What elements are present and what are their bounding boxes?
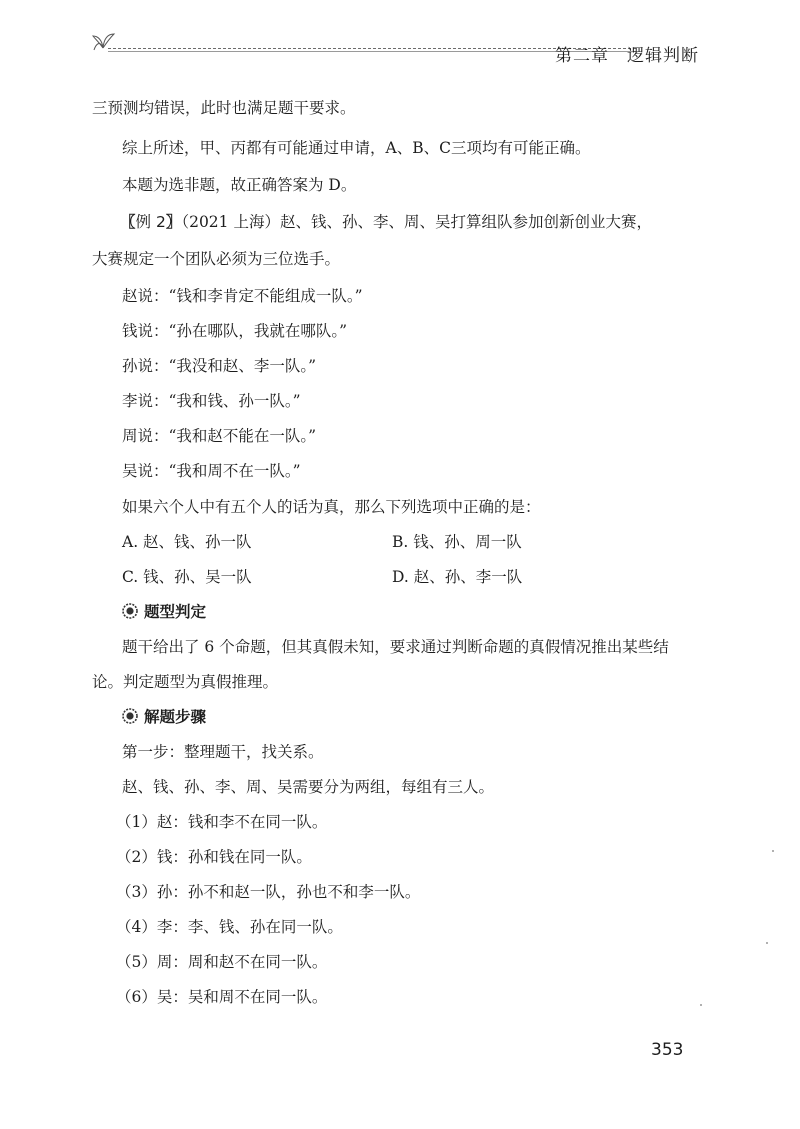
statement-li: 李说：“我和钱、孙一队。” xyxy=(122,392,301,410)
list-item: （4）李：李、钱、孙在同一队。 xyxy=(116,918,343,936)
list-item: （6）吴：吴和周不在同一队。 xyxy=(116,988,328,1006)
list-item: （3）孙：孙不和赵一队，孙也不和李一队。 xyxy=(116,883,421,901)
example-bracket-open: 〖 xyxy=(120,213,136,231)
paragraph-2: 综上所述，甲、丙都有可能通过申请，A、B、C三项均有可能正确。 xyxy=(122,139,591,157)
chapter-title: 逻辑判断 xyxy=(627,46,699,66)
paragraph-answer: 本题为选非题，故正确答案为 D。 xyxy=(122,176,357,194)
scan-speck xyxy=(772,850,774,852)
chapter-number: 第二章 xyxy=(555,46,609,66)
statement-qian: 钱说：“孙在哪队，我就在哪队。” xyxy=(122,322,348,340)
step-1: 第一步：整理题干，找关系。 xyxy=(122,743,324,761)
section-title: 题型判定 xyxy=(144,602,207,621)
scan-speck xyxy=(700,1004,702,1006)
example-text-cont: 大赛规定一个团队必须为三位选手。 xyxy=(92,250,341,268)
option-d: D. 赵、孙、李一队 xyxy=(392,568,523,586)
option-c: C. 钱、孙、吴一队 xyxy=(122,568,252,586)
example-label: 例 2 xyxy=(135,213,166,231)
step-1-paragraph: 赵、钱、孙、李、周、吴需要分为两组，每组有三人。 xyxy=(122,778,495,796)
section-title: 解题步骤 xyxy=(144,707,207,726)
list-item: （2）钱：孙和钱在同一队。 xyxy=(116,848,312,866)
page-number: 353 xyxy=(651,1040,684,1060)
section-solution-steps xyxy=(122,707,206,727)
list-item: （1）赵：钱和李不在同一队。 xyxy=(116,813,328,831)
chapter-heading xyxy=(555,41,699,66)
section1-paragraph: 题干给出了 6 个命题，但其真假未知，要求通过判断命题的真假情况推出某些结 xyxy=(122,638,669,656)
example-bracket-close: 〗 xyxy=(165,213,182,231)
statement-zhao: 赵说：“钱和李肯定不能组成一队。” xyxy=(122,287,363,305)
gear-bullet-icon xyxy=(122,708,138,724)
section1-paragraph-cont: 论。判定题型为真假推理。 xyxy=(92,673,279,691)
list-item: （5）周：周和赵不在同一队。 xyxy=(116,953,328,971)
example-text: （2021 上海）赵、钱、孙、李、周、吴打算组队参加创新创业大赛， xyxy=(181,213,652,231)
gear-bullet-icon xyxy=(122,603,138,619)
scan-speck xyxy=(766,942,768,944)
question-text: 如果六个人中有五个人的话为真，那么下列选项中正确的是： xyxy=(122,498,541,516)
statement-sun: 孙说：“我没和赵、李一队。” xyxy=(122,357,317,375)
paragraph-1: 三预测均错误，此时也满足题干要求。 xyxy=(92,99,356,117)
example-heading xyxy=(120,212,652,232)
option-a: A. 赵、钱、孙一队 xyxy=(122,533,252,551)
option-b: B. 钱、孙、周一队 xyxy=(392,533,522,551)
running-header xyxy=(90,28,710,68)
section-type-judgement xyxy=(122,602,206,622)
statement-wu: 吴说：“我和周不在一队。” xyxy=(122,462,301,480)
statement-zhou: 周说：“我和赵不能在一队。” xyxy=(122,427,317,445)
